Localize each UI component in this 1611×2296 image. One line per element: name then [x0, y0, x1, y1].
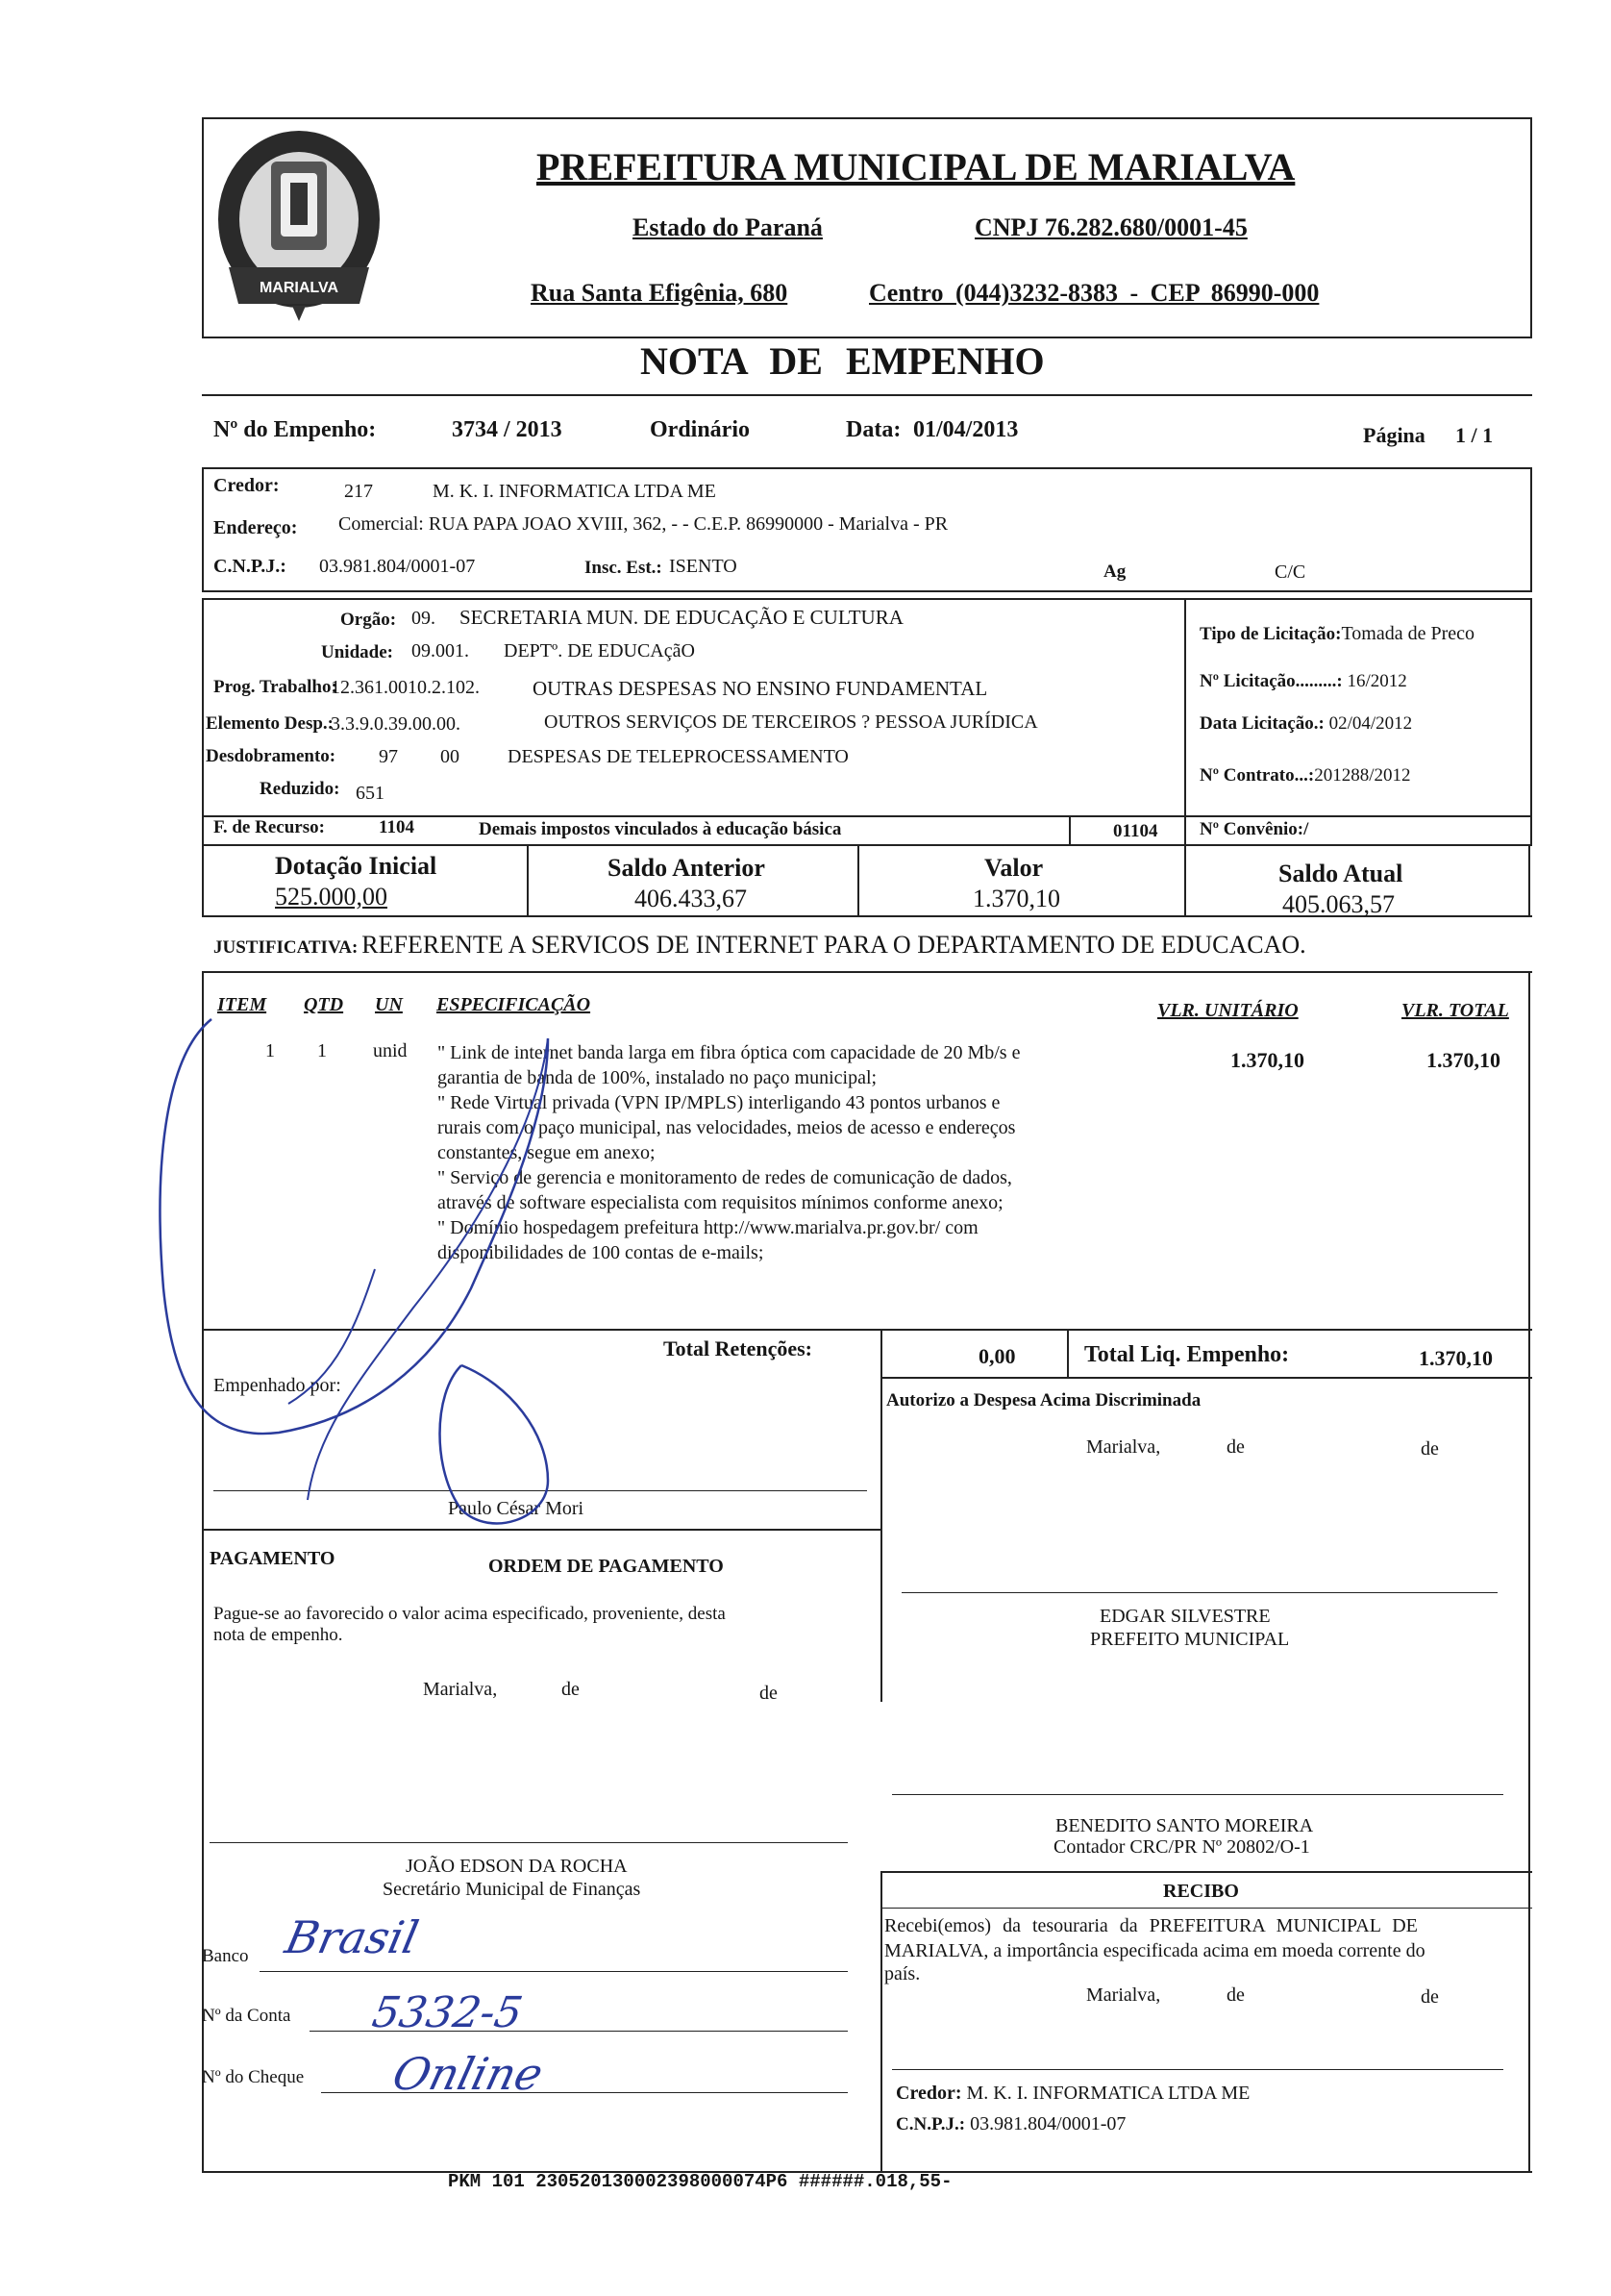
contador-role: Contador CRC/PR Nº 20802/O-1	[1053, 1836, 1310, 1858]
licitacao-date-label: Data Licitação.:	[1200, 713, 1325, 734]
item-unit: unid	[373, 1040, 408, 1061]
empenhado-signer: Paulo César Mori	[448, 1498, 584, 1519]
desdobramento-name: DESPESAS DE TELEPROCESSAMENTO	[508, 746, 849, 767]
autorizo-place: Marialva,	[1086, 1436, 1161, 1458]
justificativa-text: REFERENTE A SERVICOS DE INTERNET PARA O DEPARTAMENTO DE EDUCACAO.	[361, 931, 1306, 959]
secretario-signature-line	[210, 1842, 848, 1843]
footer-code: PKM 101 230520130002398000074P6 ######.018,55-	[448, 2171, 953, 2192]
recurso-label: F. de Recurso:	[213, 817, 325, 837]
empenho-number-label: Nº do Empenho:	[213, 417, 377, 442]
spec-line: " Domínio hospedagem prefeitura http://www.marialva.pr.gov.br/ com	[437, 1217, 979, 1238]
cheque-handwriting: Online	[387, 2048, 549, 2100]
banco-label: Banco	[202, 1946, 249, 1966]
banco-line	[260, 1971, 848, 1972]
signature-split	[880, 1377, 882, 1702]
prog-label: Prog. Trabalho:	[213, 677, 337, 697]
balance-box-left	[202, 844, 204, 917]
licitacao-date	[1200, 713, 1412, 735]
recibo-cnpj-value: 03.981.804/0001-07	[970, 2113, 1127, 2134]
justificativa-label: JUSTIFICATIVA:	[213, 937, 359, 958]
empenhado-label: Empenhado por:	[213, 1375, 341, 1396]
recurso-code: 1104	[379, 817, 414, 837]
autorizo-de2: de	[1421, 1438, 1439, 1460]
contrato	[1200, 765, 1410, 786]
recibo-text-3: país.	[884, 1963, 921, 1984]
crest-ribbon-text: MARIALVA	[259, 280, 339, 296]
recibo-text-1: Recebi(emos) da tesouraria da PREFEITURA MUNICIPAL DE	[884, 1915, 1418, 1936]
retencoes-value: 0,00	[979, 1344, 1016, 1368]
creditor-ie: ISENTO	[669, 556, 737, 577]
orgao-name: SECRETARIA MUN. DE EDUCAÇÃO E CULTURA	[459, 606, 904, 629]
item-number: 1	[265, 1040, 275, 1061]
recibo-credor-label: Credor:	[896, 2083, 962, 2104]
col-header-total-value: VLR. TOTAL	[1401, 1000, 1509, 1021]
pagamento-place: Marialva,	[423, 1679, 498, 1700]
prefeito-signature-line	[902, 1592, 1498, 1593]
creditor-ag-label: Ag	[1103, 562, 1127, 582]
recibo-title-line	[880, 1908, 1532, 1909]
valor-label: Valor	[984, 854, 1044, 882]
pagamento-text-2: nota de empenho.	[213, 1625, 343, 1645]
cheque-label: Nº do Cheque	[202, 2067, 305, 2087]
conta-handwriting: 5332-5	[368, 1988, 527, 2037]
contrato-label: Nº Contrato...:	[1200, 765, 1315, 786]
recurso-num-divider	[1069, 815, 1071, 844]
spec-line: disponibilidades de 100 contas de e-mails;	[437, 1242, 764, 1263]
dotacao-inicial-label: Dotação Inicial	[275, 852, 437, 880]
creditor-address-label: Endereço:	[213, 517, 298, 538]
creditor-name: M. K. I. INFORMATICA LTDA ME	[433, 481, 716, 502]
totals-bottom	[880, 1377, 1532, 1379]
empenho-date: 01/04/2013	[913, 417, 1019, 442]
licitacao-number	[1200, 671, 1407, 692]
spec-line: garantia de banda de 100%, instalado no paço municipal;	[437, 1067, 878, 1088]
ordem-pagamento-label: ORDEM DE PAGAMENTO	[488, 1556, 724, 1577]
items-box-right	[1528, 971, 1530, 1411]
recibo-de1: de	[1227, 1984, 1245, 2006]
recibo-place: Marialva,	[1086, 1984, 1161, 2006]
contador-signature-line	[892, 1794, 1503, 1795]
justificativa-line	[213, 931, 1306, 960]
secretario-name: JOÃO EDSON DA ROCHA	[406, 1856, 628, 1877]
licitacao-tipo	[1200, 623, 1475, 645]
page-number-label: Página	[1363, 423, 1425, 447]
col-header-item: ITEM	[217, 994, 267, 1015]
sig-box-right	[1528, 1377, 1530, 2173]
orgao-code: 09.	[411, 608, 435, 629]
creditor-cnpj: 03.981.804/0001-07	[319, 556, 476, 577]
budget-recurso-divider	[202, 815, 1186, 817]
balance-box-right	[1528, 844, 1530, 917]
saldo-anterior-label: Saldo Anterior	[607, 854, 765, 882]
recibo-label: RECIBO	[1163, 1881, 1239, 1902]
orgao-label: Orgão:	[340, 610, 397, 630]
banco-handwriting: Brasil	[281, 1911, 423, 1963]
convenio-label: Nº Convênio:/	[1200, 819, 1309, 839]
prefeito-role: PREFEITO MUNICIPAL	[1090, 1629, 1290, 1650]
elemento-label: Elemento Desp.:	[206, 713, 334, 734]
licitacao-tipo-value: Tomada de Preco	[1341, 623, 1475, 644]
col-header-unit-value: VLR. UNITÁRIO	[1157, 1000, 1299, 1021]
recibo-text-2: MARIALVA, a importância especificada acima em moeda corrente do	[884, 1940, 1425, 1961]
budget-licitacao-divider	[1184, 598, 1186, 844]
recibo-signature-line	[892, 2069, 1503, 2070]
desdobramento-a: 97	[379, 746, 398, 767]
totals-divider-1	[880, 1329, 882, 1379]
page-title: PREFEITURA MUNICIPAL DE MARIALVA	[536, 145, 1296, 188]
liquido-value: 1.370,10	[1419, 1346, 1493, 1370]
spec-line: constantes, segue em anexo;	[437, 1142, 656, 1163]
autorizo-label: Autorizo a Despesa Acima Discriminada	[886, 1390, 1202, 1410]
prog-code: 12.361.0010.2.102.	[331, 677, 480, 698]
creditor-code: 217	[344, 481, 373, 502]
address-rest-label: Centro (044)3232-8383 - CEP 86990-000	[869, 279, 1320, 307]
empenho-date-label: Data:	[846, 417, 902, 442]
licitacao-date-value: 02/04/2012	[1328, 713, 1413, 734]
recurso-number: 01104	[1113, 821, 1158, 841]
spec-line: " Serviço de gerencia e monitoramento de redes de comunicação de dados,	[437, 1167, 1012, 1188]
saldo-anterior-value: 406.433,67	[634, 885, 747, 912]
balance-divider-2	[857, 844, 859, 917]
spec-line: através de software especialista com requisitos mínimos conforme anexo;	[437, 1192, 1004, 1213]
recurso-name: Demais impostos vinculados à educação básica	[479, 819, 842, 839]
col-header-spec: ESPECIFICAÇÃO	[436, 994, 591, 1015]
prog-name: OUTRAS DESPESAS NO ENSINO FUNDAMENTAL	[533, 677, 988, 700]
recibo-cnpj-label: C.N.P.J.:	[896, 2114, 966, 2134]
col-header-qtd: QTD	[304, 994, 344, 1015]
creditor-cnpj-label: C.N.P.J.:	[213, 556, 286, 577]
state-label: Estado do Paraná	[632, 213, 823, 241]
retencoes-label: Total Retenções:	[663, 1336, 812, 1360]
reduzido-value: 651	[356, 783, 384, 804]
title-divider	[202, 394, 1532, 396]
balance-divider-3	[1184, 844, 1186, 917]
empenho-type: Ordinário	[650, 417, 751, 442]
licitacao-number-value: 16/2012	[1347, 671, 1407, 691]
spec-line: rurais com o paço municipal, nas velocidades, meios de acesso e endereços	[437, 1117, 1016, 1138]
unidade-code: 09.001.	[411, 640, 469, 661]
saldo-atual-label: Saldo Atual	[1278, 860, 1403, 887]
signature-flourish	[144, 981, 644, 1538]
recibo-credor-value: M. K. I. INFORMATICA LTDA ME	[966, 2083, 1251, 2104]
unidade-name: DEPTº. DE EDUCAçãO	[504, 640, 695, 661]
justificativa-divider	[202, 971, 1532, 973]
creditor-cc-label: C/C	[1275, 562, 1306, 583]
creditor-ie-label: Insc. Est.:	[584, 558, 662, 578]
balance-divider-1	[527, 844, 529, 917]
item-unit-value: 1.370,10	[1230, 1048, 1304, 1072]
contrato-value: 201288/2012	[1314, 765, 1411, 786]
pagamento-text-1: Pague-se ao favorecido o valor acima especificado, proveniente, desta	[213, 1604, 726, 1624]
recibo-de2: de	[1421, 1986, 1439, 2008]
contador-name: BENEDITO SANTO MOREIRA	[1055, 1815, 1314, 1836]
liquido-label: Total Liq. Empenho:	[1084, 1342, 1290, 1367]
item-qty: 1	[317, 1040, 327, 1061]
recibo-cnpj	[896, 2113, 1126, 2135]
autorizo-de1: de	[1227, 1436, 1245, 1458]
licitacao-convenio-divider	[1184, 815, 1530, 817]
saldo-atual-value: 405.063,57	[1282, 890, 1395, 918]
unidade-label: Unidade:	[321, 642, 393, 662]
secretario-role: Secretário Municipal de Finanças	[383, 1879, 641, 1900]
reduzido-label: Reduzido:	[260, 779, 340, 799]
page-number: 1 / 1	[1455, 423, 1494, 447]
creditor-address: Comercial: RUA PAPA JOAO XVIII, 362, - - C.E.P. 86990000 - Marialva - PR	[338, 513, 949, 535]
pagamento-de2: de	[759, 1683, 778, 1704]
pagamento-de1: de	[561, 1679, 580, 1700]
elemento-code: 3.3.9.0.39.00.00.	[331, 713, 460, 735]
municipal-crest	[210, 123, 388, 337]
desdobramento-b: 00	[440, 746, 459, 767]
totals-divider-2	[1067, 1329, 1069, 1379]
licitacao-tipo-label: Tipo de Licitação:	[1200, 624, 1342, 644]
item-total-value: 1.370,10	[1426, 1048, 1500, 1072]
dotacao-inicial-value: 525.000,00	[275, 883, 387, 911]
address-label: Rua Santa Efigênia, 680	[531, 279, 788, 307]
recibo-left	[880, 1871, 882, 2173]
document-title: NOTA DE EMPENHO	[640, 339, 1045, 383]
cnpj-label: CNPJ 76.282.680/0001-45	[975, 213, 1248, 241]
empenho-number: 3734 / 2013	[452, 417, 562, 442]
recibo-credor	[896, 2083, 1250, 2105]
licitacao-number-label: Nº Licitação.........:	[1200, 671, 1343, 691]
desdobramento-label: Desdobramento:	[206, 746, 336, 766]
prefeito-name: EDGAR SILVESTRE	[1100, 1606, 1271, 1627]
creditor-label: Credor:	[213, 475, 280, 496]
spec-line: " Link de internet banda larga em fibra óptica com capacidade de 20 Mb/s e	[437, 1042, 1021, 1063]
recibo-top	[880, 1871, 1532, 1873]
valor-value: 1.370,10	[973, 885, 1060, 912]
spec-line: " Rede Virtual privada (VPN IP/MPLS) interligando 43 pontos urbanos e	[437, 1092, 1001, 1113]
col-header-un: UN	[375, 994, 403, 1015]
conta-label: Nº da Conta	[202, 2006, 291, 2026]
elemento-name: OUTROS SERVIÇOS DE TERCEIROS ? PESSOA JURÍDICA	[544, 711, 1038, 733]
pagamento-label: PAGAMENTO	[210, 1548, 335, 1569]
